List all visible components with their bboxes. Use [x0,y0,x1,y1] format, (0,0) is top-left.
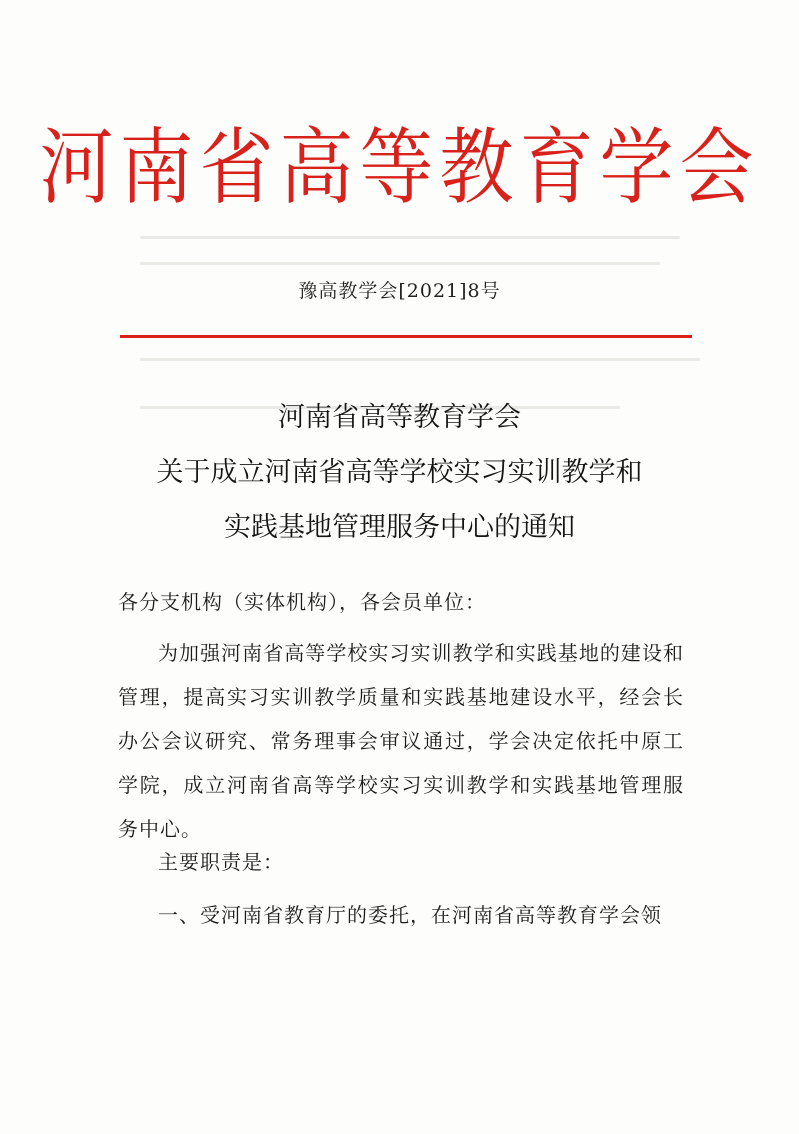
scan-bleed-line [140,358,700,361]
notice-title-line-3: 实践基地管理服务中心的通知 [224,512,575,543]
duty-item-1: 一、受河南省教育厅的委托，在河南省高等教育学会领 [158,903,662,927]
document-number: 豫高教学会[2021]8号 [298,280,501,302]
salutation: 各分支机构（实体机构），各会员单位： [118,590,486,614]
body-paragraph-1: 为加强河南省高等学校实习实训教学和实践基地的建设和管理，提高实习实训教学质量和实践基地建设水平，经会长办公会议研究、常务理事会审议通过，学会决定依托中原工学院，成立河南省高等学校实习实训教学和实践基地管理服务中心。 [118,641,684,841]
red-separator-line [120,335,692,338]
scan-bleed-line [140,236,680,239]
duties-heading: 主要职责是： [158,850,284,874]
notice-title-line-2: 关于成立河南省高等学校实习实训教学和 [156,457,643,488]
notice-title-line-1: 河南省高等教育学会 [278,402,521,433]
scan-bleed-line [140,262,660,265]
masthead-title: 河南省高等教育学会 [39,119,760,217]
